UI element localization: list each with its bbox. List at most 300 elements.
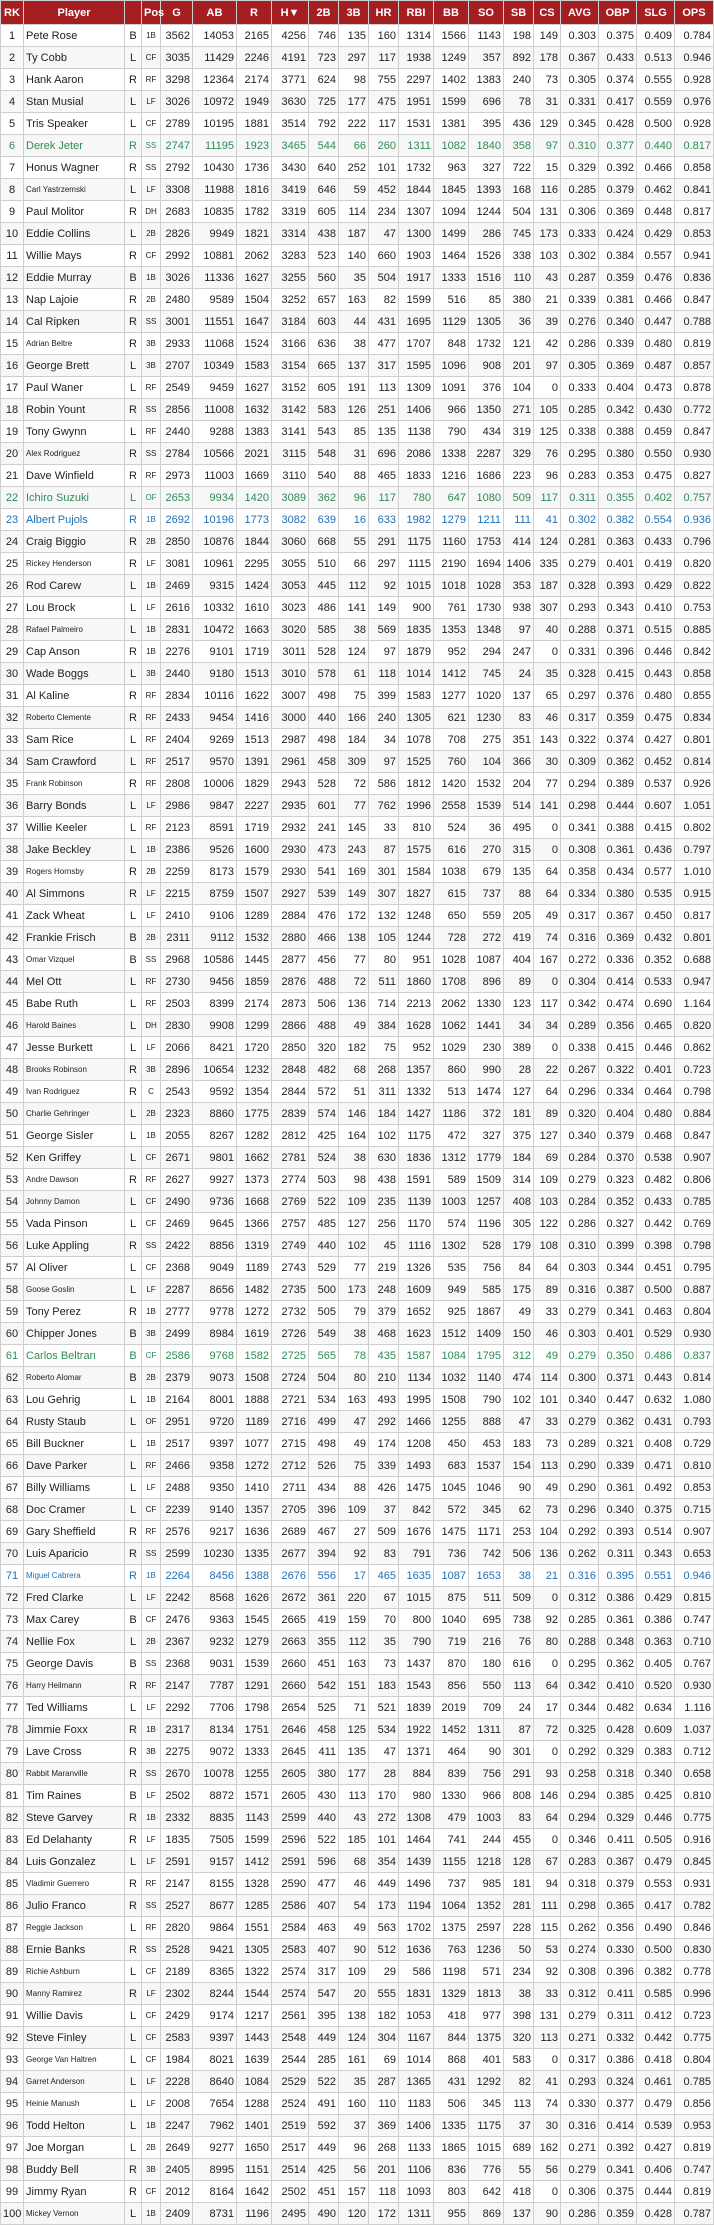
cell-bb: 1508: [434, 1389, 469, 1411]
player-name-link[interactable]: Al Simmons: [24, 883, 125, 905]
cell-3b: 79: [339, 1301, 369, 1323]
cell-so: 1732: [469, 333, 504, 355]
cell-obp: 0.411: [599, 1829, 637, 1851]
cell-avg: 0.331: [561, 641, 599, 663]
player-name-link[interactable]: Nellie Fox: [24, 1631, 125, 1653]
cell-ops: 0.784: [675, 25, 714, 47]
cell-pos: SS: [142, 1939, 161, 1961]
player-name-link[interactable]: Rusty Staub: [24, 1411, 125, 1433]
cell-sb: 84: [504, 1257, 534, 1279]
cell-rbi: 951: [399, 949, 434, 971]
cell-slg: 0.427: [637, 2137, 675, 2159]
cell-bats: L: [125, 1213, 142, 1235]
table-row: [1, 509, 714, 531]
cell-3b: 159: [339, 1609, 369, 1631]
cell-hr: 534: [369, 1719, 399, 1741]
player-name-link[interactable]: Buddy Bell: [24, 2159, 125, 2181]
player-name-link[interactable]: Ivan Rodriguez: [24, 1081, 125, 1103]
cell-2b: 419: [309, 1609, 339, 1631]
cell-ops: 0.837: [675, 1345, 714, 1367]
cell-obp: 0.415: [599, 1037, 637, 1059]
table-row: [1, 619, 714, 641]
column-header-avg[interactable]: AVG: [561, 1, 599, 25]
cell-bb: 1338: [434, 443, 469, 465]
cell-g: 2730: [161, 971, 193, 993]
player-name-link[interactable]: Derek Jeter: [24, 135, 125, 157]
player-name-link[interactable]: Honus Wagner: [24, 157, 125, 179]
cell-h: 2743: [272, 1257, 309, 1279]
cell-g: 2528: [161, 1939, 193, 1961]
cell-obp: 0.482: [599, 1697, 637, 1719]
table-row: [1, 399, 714, 421]
cell-cs: 64: [534, 1081, 561, 1103]
player-name-link[interactable]: Hank Aaron: [24, 69, 125, 91]
cell-rk: 35: [1, 773, 24, 795]
player-name-link[interactable]: Stan Musial: [24, 91, 125, 113]
player-name-link[interactable]: Rabbit Maranville: [24, 1763, 125, 1785]
player-name-link[interactable]: Ted Williams: [24, 1697, 125, 1719]
player-name-link[interactable]: Eddie Murray: [24, 267, 125, 289]
cell-hr: 292: [369, 1411, 399, 1433]
player-name-link[interactable]: Garret Anderson: [24, 2071, 125, 2093]
cell-3b: 77: [339, 949, 369, 971]
cell-bats: R: [125, 1169, 142, 1191]
player-name-link[interactable]: Andre Dawson: [24, 1169, 125, 1191]
cell-bats: R: [125, 1983, 142, 2005]
cell-avg: 0.316: [561, 1565, 599, 1587]
player-name-link[interactable]: Julio Franco: [24, 1895, 125, 1917]
column-header-3b[interactable]: 3B: [339, 1, 369, 25]
cell-h: 2876: [272, 971, 309, 993]
cell-obp: 0.334: [599, 1081, 637, 1103]
cell-rk: 21: [1, 465, 24, 487]
player-name-link[interactable]: Steve Garvey: [24, 1807, 125, 1829]
player-name-link[interactable]: Sam Rice: [24, 729, 125, 751]
cell-slg: 0.443: [637, 1367, 675, 1389]
cell-bb: 616: [434, 839, 469, 861]
player-name-link[interactable]: Rickey Henderson: [24, 553, 125, 575]
cell-hr: 132: [369, 905, 399, 927]
cell-r: 1410: [237, 1477, 272, 1499]
column-header-obp[interactable]: OBP: [599, 1, 637, 25]
cell-hr: 183: [369, 1675, 399, 1697]
cell-hr: 339: [369, 1455, 399, 1477]
player-name-link[interactable]: Chipper Jones: [24, 1323, 125, 1345]
column-header-slg[interactable]: SLG: [637, 1, 675, 25]
cell-3b: 151: [339, 1675, 369, 1697]
cell-hr: 160: [369, 25, 399, 47]
player-name-link[interactable]: Gary Sheffield: [24, 1521, 125, 1543]
column-header-player[interactable]: Player: [24, 1, 125, 25]
cell-obp: 0.387: [599, 1279, 637, 1301]
cell-bb: 1032: [434, 1367, 469, 1389]
cell-hr: 87: [369, 839, 399, 861]
cell-2b: 485: [309, 1213, 339, 1235]
player-name-link[interactable]: Zack Wheat: [24, 905, 125, 927]
cell-obp: 0.474: [599, 993, 637, 1015]
player-name-link[interactable]: Luis Gonzalez: [24, 1851, 125, 1873]
cell-2b: 482: [309, 1059, 339, 1081]
cell-bats: R: [125, 861, 142, 883]
cell-rbi: 1917: [399, 267, 434, 289]
column-header-rk[interactable]: RK: [1, 1, 24, 25]
cell-slg: 0.409: [637, 25, 675, 47]
cell-bats: L: [125, 1697, 142, 1719]
cell-bats: R: [125, 1807, 142, 1829]
player-name-link[interactable]: Heinie Manush: [24, 2093, 125, 2115]
cell-ab: 9736: [193, 1191, 237, 1213]
player-name-link[interactable]: Barry Bonds: [24, 795, 125, 817]
player-name-link[interactable]: Tim Raines: [24, 1785, 125, 1807]
cell-ops: 1.116: [675, 1697, 714, 1719]
cell-bb: 925: [434, 1301, 469, 1323]
cell-obp: 0.377: [599, 2093, 637, 2115]
player-name-link[interactable]: Harold Baines: [24, 1015, 125, 1037]
cell-slg: 0.452: [637, 751, 675, 773]
cell-rbi: 1326: [399, 1257, 434, 1279]
cell-so: 453: [469, 1433, 504, 1455]
cell-rk: 50: [1, 1103, 24, 1125]
player-name-link[interactable]: Ernie Banks: [24, 1939, 125, 1961]
cell-rk: 91: [1, 2005, 24, 2027]
cell-ops: 0.788: [675, 311, 714, 333]
cell-bb: 513: [434, 1081, 469, 1103]
cell-h: 2646: [272, 1719, 309, 1741]
column-header-pos[interactable]: Pos: [142, 1, 161, 25]
cell-3b: 54: [339, 1895, 369, 1917]
cell-g: 2147: [161, 1675, 193, 1697]
column-header-h[interactable]: H▼: [272, 1, 309, 25]
player-name-link[interactable]: Joe Morgan: [24, 2137, 125, 2159]
player-name-link[interactable]: Babe Ruth: [24, 993, 125, 1015]
cell-bats: R: [125, 1521, 142, 1543]
cell-ops: 0.769: [675, 1213, 714, 1235]
player-name-link[interactable]: Jimmie Foxx: [24, 1719, 125, 1741]
cell-pos: CF: [142, 113, 161, 135]
cell-rk: 12: [1, 267, 24, 289]
column-header-bats[interactable]: [125, 1, 142, 25]
cell-rbi: 791: [399, 1543, 434, 1565]
cell-hr: 69: [369, 2049, 399, 2071]
cell-ab: 11336: [193, 267, 237, 289]
player-name-link[interactable]: Mel Ott: [24, 971, 125, 993]
column-header-2b[interactable]: 2B: [309, 1, 339, 25]
cell-avg: 0.271: [561, 2137, 599, 2159]
player-name-link[interactable]: Cal Ripken: [24, 311, 125, 333]
cell-ops: 0.785: [675, 1191, 714, 1213]
cell-2b: 543: [309, 421, 339, 443]
cell-rk: 64: [1, 1411, 24, 1433]
cell-rbi: 1995: [399, 1389, 434, 1411]
cell-2b: 592: [309, 2115, 339, 2137]
cell-so: 1211: [469, 509, 504, 531]
cell-3b: 187: [339, 223, 369, 245]
column-header-ab[interactable]: AB: [193, 1, 237, 25]
cell-avg: 0.328: [561, 575, 599, 597]
player-name-link[interactable]: Bill Buckner: [24, 1433, 125, 1455]
cell-h: 2848: [272, 1059, 309, 1081]
cell-rk: 73: [1, 1609, 24, 1631]
cell-rk: 66: [1, 1455, 24, 1477]
player-name-link[interactable]: Cap Anson: [24, 641, 125, 663]
cell-bats: L: [125, 2027, 142, 2049]
cell-h: 2726: [272, 1323, 309, 1345]
player-name-link[interactable]: Rogers Hornsby: [24, 861, 125, 883]
player-name-link[interactable]: Rafael Palmeiro: [24, 619, 125, 641]
cell-ops: 1.080: [675, 1389, 714, 1411]
cell-obp: 0.379: [599, 1125, 637, 1147]
cell-bb: 1329: [434, 1983, 469, 2005]
cell-rk: 67: [1, 1477, 24, 1499]
player-name-link[interactable]: Ichiro Suzuki: [24, 487, 125, 509]
cell-2b: 490: [309, 2203, 339, 2225]
cell-obp: 0.447: [599, 1389, 637, 1411]
cell-pos: RF: [142, 707, 161, 729]
cell-sb: 198: [504, 25, 534, 47]
player-name-link[interactable]: Albert Pujols: [24, 509, 125, 531]
cell-avg: 0.338: [561, 421, 599, 443]
cell-sb: 89: [504, 971, 534, 993]
cell-ab: 8244: [193, 1983, 237, 2005]
player-name-link[interactable]: Richie Ashburn: [24, 1961, 125, 1983]
player-name-link[interactable]: Billy Williams: [24, 1477, 125, 1499]
cell-pos: LF: [142, 91, 161, 113]
cell-pos: RF: [142, 1169, 161, 1191]
player-name-link[interactable]: Roberto Alomar: [24, 1367, 125, 1389]
player-name-link[interactable]: Omar Vizquel: [24, 949, 125, 971]
player-name-link[interactable]: Jake Beckley: [24, 839, 125, 861]
cell-bats: L: [125, 817, 142, 839]
cell-bats: R: [125, 773, 142, 795]
player-name-link[interactable]: Mickey Vernon: [24, 2203, 125, 2225]
cell-bats: B: [125, 1785, 142, 1807]
player-name-link[interactable]: Jimmy Ryan: [24, 2181, 125, 2203]
player-name-link[interactable]: Rod Carew: [24, 575, 125, 597]
player-name-link[interactable]: Dave Winfield: [24, 465, 125, 487]
player-name-link[interactable]: Willie Davis: [24, 2005, 125, 2027]
cell-rbi: 1707: [399, 333, 434, 355]
cell-g: 2707: [161, 355, 193, 377]
player-name-link[interactable]: Sam Crawford: [24, 751, 125, 773]
cell-bb: 1402: [434, 69, 469, 91]
player-name-link[interactable]: Lave Cross: [24, 1741, 125, 1763]
cell-r: 1291: [237, 1675, 272, 1697]
cell-avg: 0.284: [561, 1147, 599, 1169]
cell-cs: 31: [534, 91, 561, 113]
column-header-sb[interactable]: SB: [504, 1, 534, 25]
player-name-link[interactable]: Frankie Frisch: [24, 927, 125, 949]
player-name-link[interactable]: George Davis: [24, 1653, 125, 1675]
player-name-link[interactable]: Doc Cramer: [24, 1499, 125, 1521]
cell-slg: 0.446: [637, 641, 675, 663]
player-name-link[interactable]: Luke Appling: [24, 1235, 125, 1257]
player-name-link[interactable]: Frank Robinson: [24, 773, 125, 795]
cell-rbi: 1839: [399, 1697, 434, 1719]
player-name-link[interactable]: Paul Molitor: [24, 201, 125, 223]
player-name-link[interactable]: Roberto Clemente: [24, 707, 125, 729]
cell-pos: 1B: [142, 575, 161, 597]
player-name-link[interactable]: Tris Speaker: [24, 113, 125, 135]
cell-ab: 9592: [193, 1081, 237, 1103]
cell-obp: 0.379: [599, 179, 637, 201]
cell-slg: 0.463: [637, 1301, 675, 1323]
cell-pos: CF: [142, 1191, 161, 1213]
player-name-link[interactable]: Pete Rose: [24, 25, 125, 47]
cell-2b: 522: [309, 2071, 339, 2093]
cell-h: 2781: [272, 1147, 309, 1169]
cell-r: 1662: [237, 1147, 272, 1169]
cell-hr: 97: [369, 641, 399, 663]
cell-rbi: 1996: [399, 795, 434, 817]
cell-slg: 0.418: [637, 2049, 675, 2071]
cell-so: 1537: [469, 1455, 504, 1477]
table-row: [1, 1059, 714, 1081]
cell-so: 528: [469, 1235, 504, 1257]
cell-g: 2317: [161, 1719, 193, 1741]
player-name-link[interactable]: Craig Biggio: [24, 531, 125, 553]
cell-h: 2961: [272, 751, 309, 773]
player-name-link[interactable]: Ed Delahanty: [24, 1829, 125, 1851]
cell-avg: 0.276: [561, 311, 599, 333]
cell-slg: 0.406: [637, 2159, 675, 2181]
player-name-link[interactable]: Al Kaline: [24, 685, 125, 707]
cell-bats: R: [125, 1895, 142, 1917]
cell-avg: 0.298: [561, 795, 599, 817]
player-name-link[interactable]: Willie Keeler: [24, 817, 125, 839]
player-name-link[interactable]: Paul Waner: [24, 377, 125, 399]
player-name-link[interactable]: Willie Mays: [24, 245, 125, 267]
player-name-link[interactable]: Brooks Robinson: [24, 1059, 125, 1081]
player-name-link[interactable]: Steve Finley: [24, 2027, 125, 2049]
player-name-link[interactable]: Charlie Gehringer: [24, 1103, 125, 1125]
column-header-bb[interactable]: BB: [434, 1, 469, 25]
player-name-link[interactable]: Miguel Cabrera: [24, 1565, 125, 1587]
cell-r: 1583: [237, 355, 272, 377]
player-name-link[interactable]: Vladimir Guerrero: [24, 1873, 125, 1895]
cell-ab: 10472: [193, 619, 237, 641]
cell-ops: 1.164: [675, 993, 714, 1015]
player-name-link[interactable]: Lou Gehrig: [24, 1389, 125, 1411]
player-name-link[interactable]: Ken Griffey: [24, 1147, 125, 1169]
player-name-link[interactable]: Alex Rodriguez: [24, 443, 125, 465]
player-name-link[interactable]: Johnny Damon: [24, 1191, 125, 1213]
cell-bats: R: [125, 2181, 142, 2203]
cell-h: 2711: [272, 1477, 309, 1499]
column-header-rbi[interactable]: RBI: [399, 1, 434, 25]
cell-hr: 260: [369, 135, 399, 157]
cell-2b: 449: [309, 2027, 339, 2049]
column-header-cs[interactable]: CS: [534, 1, 561, 25]
cell-g: 2792: [161, 157, 193, 179]
cell-so: 790: [469, 1389, 504, 1411]
player-name-link[interactable]: Max Carey: [24, 1609, 125, 1631]
player-name-link[interactable]: Tony Perez: [24, 1301, 125, 1323]
cell-bb: 963: [434, 157, 469, 179]
cell-cs: 131: [534, 2005, 561, 2027]
cell-ab: 9454: [193, 707, 237, 729]
column-header-g[interactable]: G: [161, 1, 193, 25]
cell-ops: 0.775: [675, 2027, 714, 2049]
cell-3b: 80: [339, 1367, 369, 1389]
cell-so: 1516: [469, 267, 504, 289]
cell-so: 376: [469, 377, 504, 399]
cell-hr: 251: [369, 399, 399, 421]
player-name-link[interactable]: Adrian Beltre: [24, 333, 125, 355]
column-header-so[interactable]: SO: [469, 1, 504, 25]
cell-pos: CF: [142, 2049, 161, 2071]
cell-3b: 27: [339, 1521, 369, 1543]
column-header-ops[interactable]: OPS: [675, 1, 714, 25]
cell-pos: 1B: [142, 509, 161, 531]
cell-r: 1279: [237, 1631, 272, 1653]
player-name-link[interactable]: Manny Ramirez: [24, 1983, 125, 2005]
cell-2b: 407: [309, 1939, 339, 1961]
cell-sb: 127: [504, 1081, 534, 1103]
player-name-link[interactable]: Harry Heilmann: [24, 1675, 125, 1697]
column-header-hr[interactable]: HR: [369, 1, 399, 25]
player-name-link[interactable]: Reggie Jackson: [24, 1917, 125, 1939]
cell-slg: 0.480: [637, 333, 675, 355]
cell-r: 1357: [237, 1499, 272, 1521]
cell-r: 1816: [237, 179, 272, 201]
player-name-link[interactable]: Carl Yastrzemski: [24, 179, 125, 201]
player-name-link[interactable]: George Brett: [24, 355, 125, 377]
cell-2b: 320: [309, 1037, 339, 1059]
player-name-link[interactable]: George Sisler: [24, 1125, 125, 1147]
cell-hr: 117: [369, 47, 399, 69]
player-name-link[interactable]: Lou Brock: [24, 597, 125, 619]
player-name-link[interactable]: Wade Boggs: [24, 663, 125, 685]
player-name-link[interactable]: Nap Lajoie: [24, 289, 125, 311]
player-name-link[interactable]: Ty Cobb: [24, 47, 125, 69]
cell-g: 3001: [161, 311, 193, 333]
cell-h: 2672: [272, 1587, 309, 1609]
cell-r: 1255: [237, 1763, 272, 1785]
player-name-link[interactable]: Vada Pinson: [24, 1213, 125, 1235]
player-name-link[interactable]: Carlos Beltran: [24, 1345, 125, 1367]
player-name-link[interactable]: Tony Gwynn: [24, 421, 125, 443]
player-name-link[interactable]: Al Oliver: [24, 1257, 125, 1279]
player-name-link[interactable]: Goose Goslin: [24, 1279, 125, 1301]
cell-rk: 48: [1, 1059, 24, 1081]
cell-rbi: 1844: [399, 179, 434, 201]
player-name-link[interactable]: Dave Parker: [24, 1455, 125, 1477]
cell-sb: 509: [504, 1587, 534, 1609]
cell-sb: 509: [504, 487, 534, 509]
cell-cs: 187: [534, 575, 561, 597]
cell-2b: 438: [309, 223, 339, 245]
cell-so: 272: [469, 927, 504, 949]
cell-slg: 0.505: [637, 1829, 675, 1851]
cell-3b: 127: [339, 1213, 369, 1235]
column-header-r[interactable]: R: [237, 1, 272, 25]
player-name-link[interactable]: Jesse Burkett: [24, 1037, 125, 1059]
cell-pos: OF: [142, 487, 161, 509]
player-name-link[interactable]: Luis Aparicio: [24, 1543, 125, 1565]
player-name-link[interactable]: George Van Haltren: [24, 2049, 125, 2071]
cell-ab: 10586: [193, 949, 237, 971]
cell-h: 3110: [272, 465, 309, 487]
player-name-link[interactable]: Fred Clarke: [24, 1587, 125, 1609]
cell-h: 3154: [272, 355, 309, 377]
cell-rbi: 1307: [399, 201, 434, 223]
cell-rbi: 1903: [399, 245, 434, 267]
player-name-link[interactable]: Todd Helton: [24, 2115, 125, 2137]
cell-2b: 425: [309, 2159, 339, 2181]
cell-so: 244: [469, 1829, 504, 1851]
player-name-link[interactable]: Robin Yount: [24, 399, 125, 421]
player-name-link[interactable]: Eddie Collins: [24, 223, 125, 245]
